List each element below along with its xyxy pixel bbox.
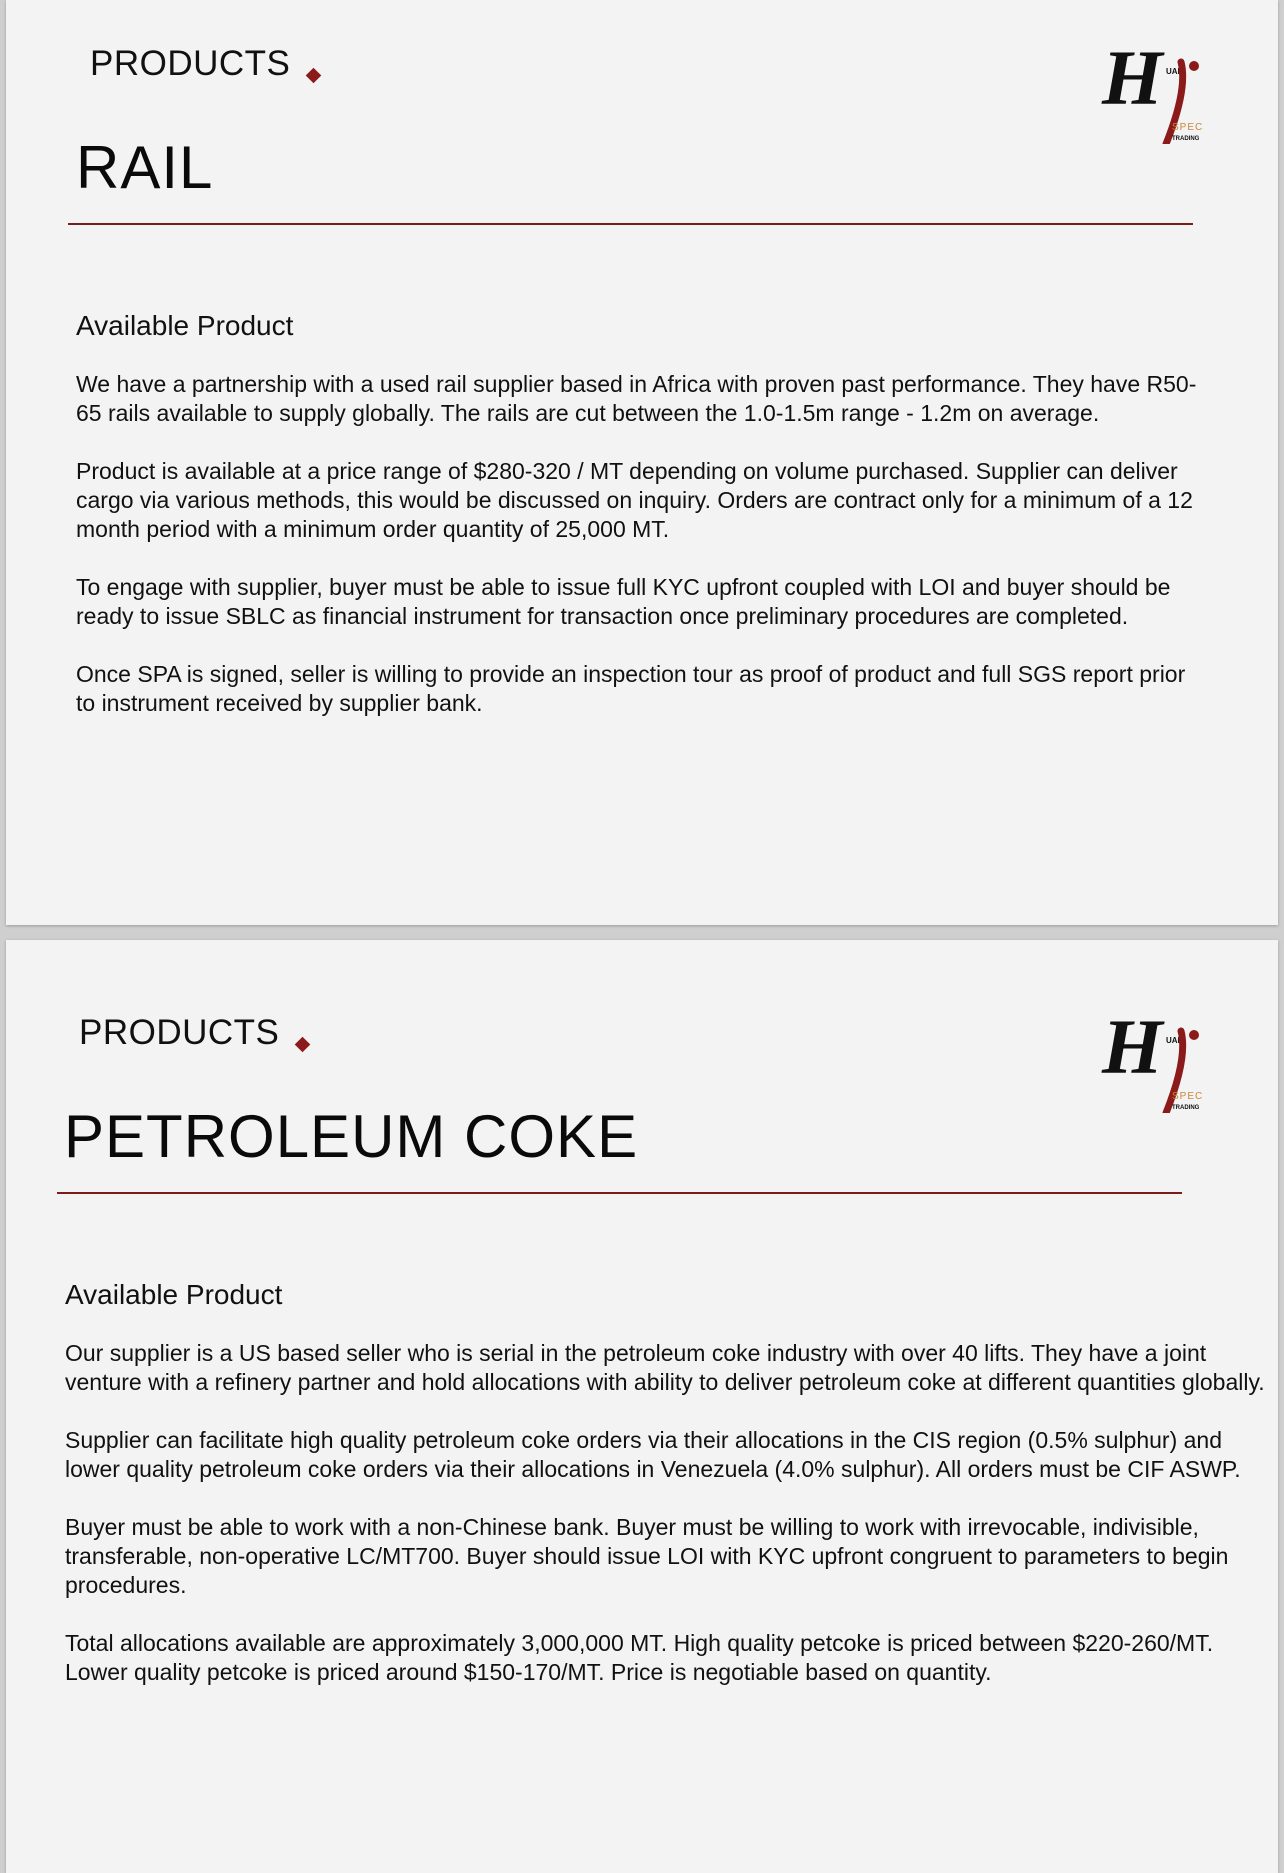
logo-trading: TRADING (1172, 136, 1200, 142)
paragraph: Our supplier is a US based seller who is serial in the petroleum coke industry with over 40 lifts. They have a joint venture with a refinery partner and hold allocations with ability to deliver petroleum coke at different quantities globally. (65, 1340, 1265, 1395)
accent-diamond (306, 68, 322, 84)
body-text (65, 1339, 1280, 1716)
section-heading: Available Product (65, 1279, 283, 1310)
title-divider (68, 223, 1193, 225)
accent-diamond (295, 1037, 311, 1053)
body-text (76, 370, 1206, 747)
logo-letter-h: H (1102, 1003, 1163, 1090)
products-eyebrow: PRODUCTS (90, 44, 291, 83)
logo-spec: SPEC (1172, 122, 1204, 133)
page-petroleum-coke (6, 940, 1278, 1873)
page-rail (6, 0, 1278, 925)
page-title: RAIL (76, 134, 214, 201)
page-title: PETROLEUM COKE (64, 1103, 639, 1170)
products-eyebrow: PRODUCTS (79, 1013, 280, 1052)
paragraph: Total allocations available are approximately 3,000,000 MT. High quality petcoke is priced between $220-260/MT. Lower quality petcoke is priced around $150-170/MT. Price is negotiable based on quantity. (65, 1630, 1214, 1685)
logo-letter-h: H (1102, 34, 1163, 121)
logo-uae: UAE (1166, 1036, 1183, 1045)
paragraph: Product is available at a price range of $280-320 / MT depending on volume purchased. Supplier can deliver cargo via various methods, this would be discussed on inquiry. Orders are contract only for a minimum of a 12 month period with a minimum order quantity of 25,000 MT. (76, 458, 1193, 542)
section-heading: Available Product (76, 310, 294, 341)
company-logo (1096, 1003, 1216, 1113)
paragraph: To engage with supplier, buyer must be able to issue full KYC upfront coupled with LOI and buyer should be ready to issue SBLC as financial instrument for transaction once preliminary procedures are completed. (76, 574, 1171, 629)
logo-trading: TRADING (1172, 1105, 1200, 1111)
company-logo (1096, 34, 1216, 144)
title-divider (57, 1192, 1182, 1194)
paragraph: We have a partnership with a used rail supplier based in Africa with proven past performance. They have R50-65 rails available to supply globally. The rails are cut between the 1.0-1.5m range - 1.2m on average. (76, 371, 1197, 426)
paragraph: Once SPA is signed, seller is willing to provide an inspection tour as proof of product and full SGS report prior to instrument received by supplier bank. (76, 661, 1186, 716)
paragraph: Buyer must be able to work with a non-Chinese bank. Buyer must be willing to work with irrevocable, indivisible, transferable, non-operative LC/MT700. Buyer should issue LOI with KYC upfront congruent to parameters to begin procedures. (65, 1514, 1229, 1598)
logo-spec: SPEC (1172, 1091, 1204, 1102)
logo-uae: UAE (1166, 67, 1183, 76)
paragraph: Supplier can facilitate high quality petroleum coke orders via their allocations in the CIS region (0.5% sulphur) and lower quality petroleum coke orders via their allocations in Venezuela (4.0% sulphur). All orders must be CIF ASWP. (65, 1427, 1241, 1482)
